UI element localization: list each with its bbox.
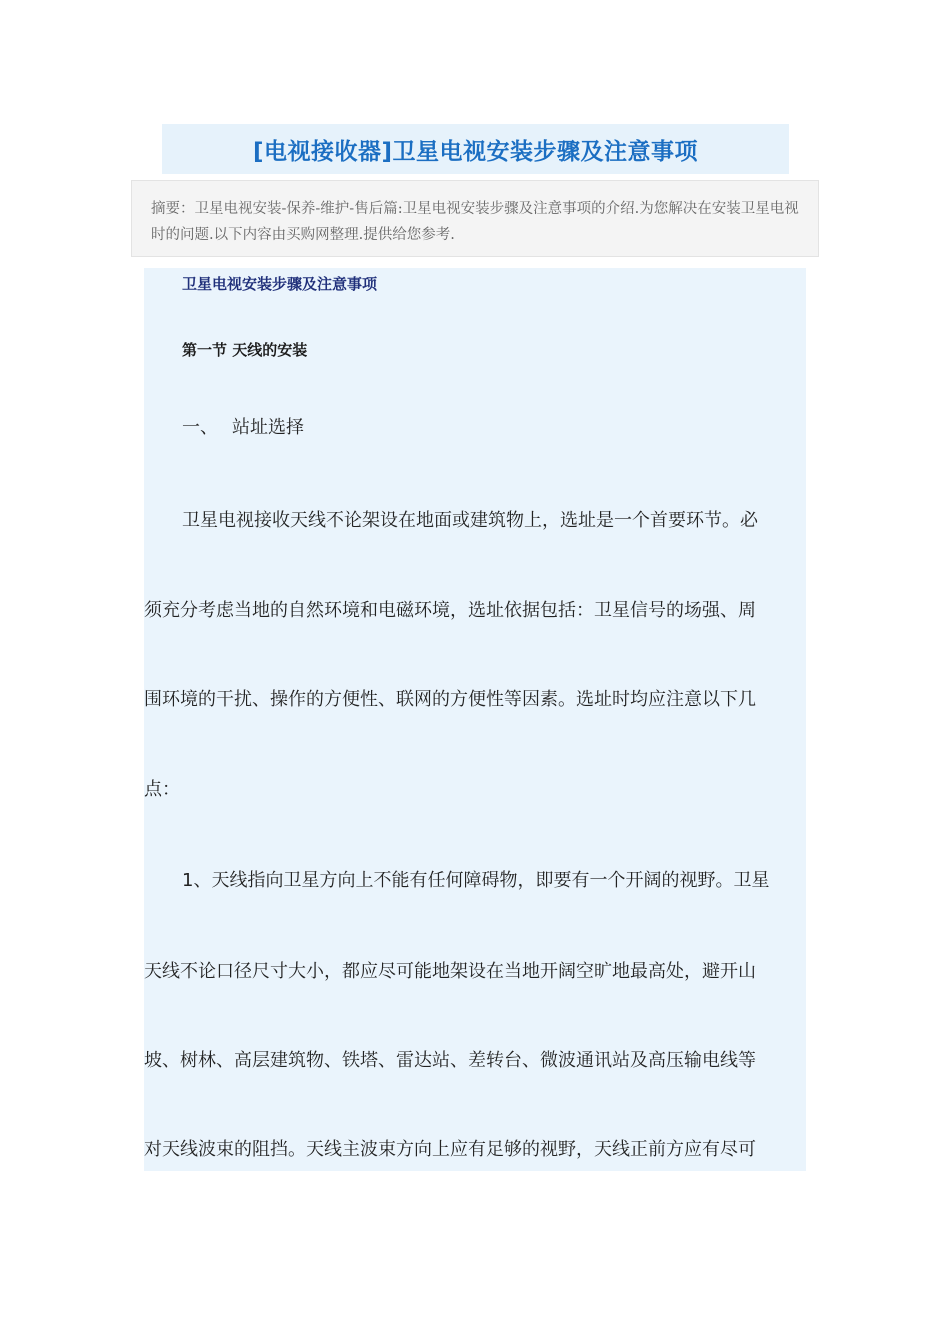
page-title: [电视接收器]卫星电视安装步骤及注意事项: [252, 138, 699, 165]
title-banner: [162, 124, 789, 174]
paragraph-line: 1、天线指向卫星方向上不能有任何障碍物，即要有一个开阔的视野。卫星: [182, 870, 770, 891]
subsection-number: 一、: [182, 417, 218, 438]
paragraph-line: 围环境的干扰、操作的方便性、联网的方便性等因素。选址时均应注意以下几: [144, 689, 756, 710]
paragraph-line: 卫星电视接收天线不论架设在地面或建筑物上，选址是一个首要环节。必: [182, 510, 758, 531]
section-heading: 第一节 天线的安装: [182, 341, 308, 359]
paragraph-line: 对天线波束的阻挡。天线主波束方向上应有足够的视野，天线正前方应有尽可: [144, 1139, 756, 1160]
summary-box: [131, 180, 819, 257]
summary-text: 摘要：卫星电视安装-保养-维护-售后篇:卫星电视安装步骤及注意事项的介绍.为您解决在安装卫星电视时的问题.以下内容由买购网整理.提供给您参考.: [151, 201, 799, 243]
paragraph-line: 点：: [144, 779, 180, 800]
subsection-title: 站址选择: [232, 417, 304, 438]
paragraph-line: 须充分考虑当地的自然环境和电磁环境，选址依据包括：卫星信号的场强、周: [144, 600, 756, 621]
article-heading: 卫星电视安装步骤及注意事项: [182, 275, 378, 293]
paragraph-line: 天线不论口径尺寸大小，都应尽可能地架设在当地开阔空旷地最高处，避开山: [144, 961, 756, 982]
article-content: [144, 268, 806, 1171]
paragraph-line: 坡、树林、高层建筑物、铁塔、雷达站、差转台、微波通讯站及高压输电线等: [144, 1050, 756, 1071]
